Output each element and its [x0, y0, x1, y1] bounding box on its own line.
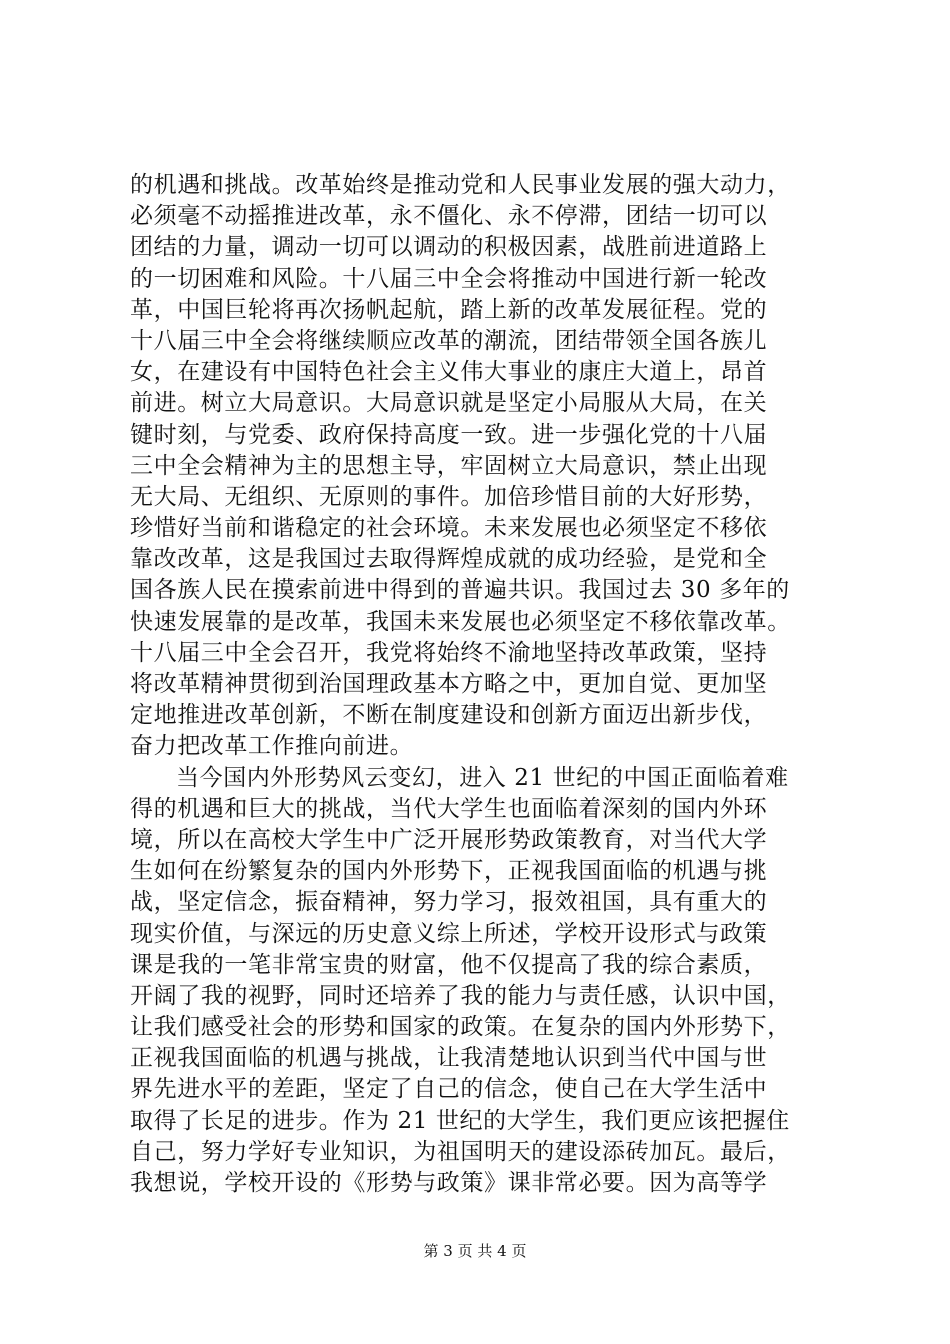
text-line: 自己，努力学好专业知识，为祖国明天的建设添砖加瓦。最后，	[130, 1138, 791, 1165]
text-line: 快速发展靠的是改革，我国未来发展也必须坚定不移依靠改革。	[130, 608, 791, 635]
text-line: 正视我国面临的机遇与挑战，让我清楚地认识到当代中国与世	[130, 1045, 768, 1072]
text-line: 十八届三中全会召开，我党将始终不渝地坚持改革政策，坚持	[130, 639, 768, 666]
text-line: 国各族人民在摸索前进中得到的普遍共识。我国过去 30 多年的	[130, 577, 790, 604]
text-line: 十八届三中全会将继续顺应改革的潮流，团结带领全国各族儿	[130, 327, 768, 354]
paragraph-first-line: 当今国内外形势风云变幻，进入 21 世纪的中国正面临着难	[176, 764, 789, 791]
text-line: 无大局、无组织、无原则的事件。加倍珍惜目前的大好形势，	[130, 483, 768, 510]
text-line: 团结的力量，调动一切可以调动的积极因素，战胜前进道路上	[130, 234, 768, 261]
text-line: 得的机遇和巨大的挑战，当代大学生也面临着深刻的国内外环	[130, 795, 768, 822]
text-line: 境，所以在高校大学生中广泛开展形势政策教育，对当代大学	[130, 826, 768, 853]
text-line: 让我们感受社会的形势和国家的政策。在复杂的国内外形势下，	[130, 1014, 791, 1041]
text-line: 女，在建设有中国特色社会主义伟大事业的康庄大道上，昂首	[130, 359, 768, 386]
text-line: 前进。树立大局意识。大局意识就是坚定小局服从大局，在关	[130, 390, 768, 417]
text-line: 取得了长足的进步。作为 21 世纪的大学生，我们更应该把握住	[130, 1107, 790, 1134]
text-line: 界先进水平的差距，坚定了自己的信念，使自己在大学生活中	[130, 1076, 768, 1103]
text-line: 将改革精神贯彻到治国理政基本方略之中，更加自觉、更加坚	[130, 671, 768, 697]
text-line: 战，坚定信念，振奋精神，努力学习，报效祖国，具有重大的	[130, 889, 768, 916]
text-line: 开阔了我的视野，同时还培养了我的能力与责任感，认识中国，	[130, 982, 791, 1009]
text-line: 的一切困难和风险。十八届三中全会将推动中国进行新一轮改	[130, 265, 768, 292]
text-line: 靠改改革，这是我国过去取得辉煌成就的成功经验，是党和全	[130, 546, 768, 573]
page-footer: 第 3 页 共 4 页	[423, 1242, 527, 1260]
text-line: 革，中国巨轮将再次扬帆起航，踏上新的改革发展征程。党的	[130, 296, 768, 323]
document-body	[130, 170, 825, 1199]
text-line: 的机遇和挑战。改革始终是推动党和人民事业发展的强大动力，	[130, 172, 791, 198]
text-line: 生如何在纷繁复杂的国内外形势下，正视我国面临的机遇与挑	[130, 858, 768, 885]
text-line: 必须毫不动摇推进改革，永不僵化、永不停滞，团结一切可以	[130, 203, 768, 230]
text-line: 奋力把改革工作推向前进。	[130, 733, 414, 760]
text-line: 定地推进改革创新，不断在制度建设和创新方面迈出新步伐，	[130, 702, 768, 729]
text-line: 三中全会精神为主的思想主导，牢固树立大局意识，禁止出现	[130, 452, 768, 479]
text-line: 珍惜好当前和谐稳定的社会环境。未来发展也必须坚定不移依	[130, 515, 768, 542]
text-line: 键时刻，与党委、政府保持高度一致。进一步强化党的十八届	[130, 421, 768, 448]
text-line: 我想说，学校开设的《形势与政策》课非常必要。因为高等学	[130, 1170, 768, 1196]
text-line: 课是我的一笔非常宝贵的财富，他不仅提高了我的综合素质，	[130, 951, 768, 978]
text-line: 现实价值，与深远的历史意义综上所述，学校开设形式与政策	[130, 920, 768, 947]
